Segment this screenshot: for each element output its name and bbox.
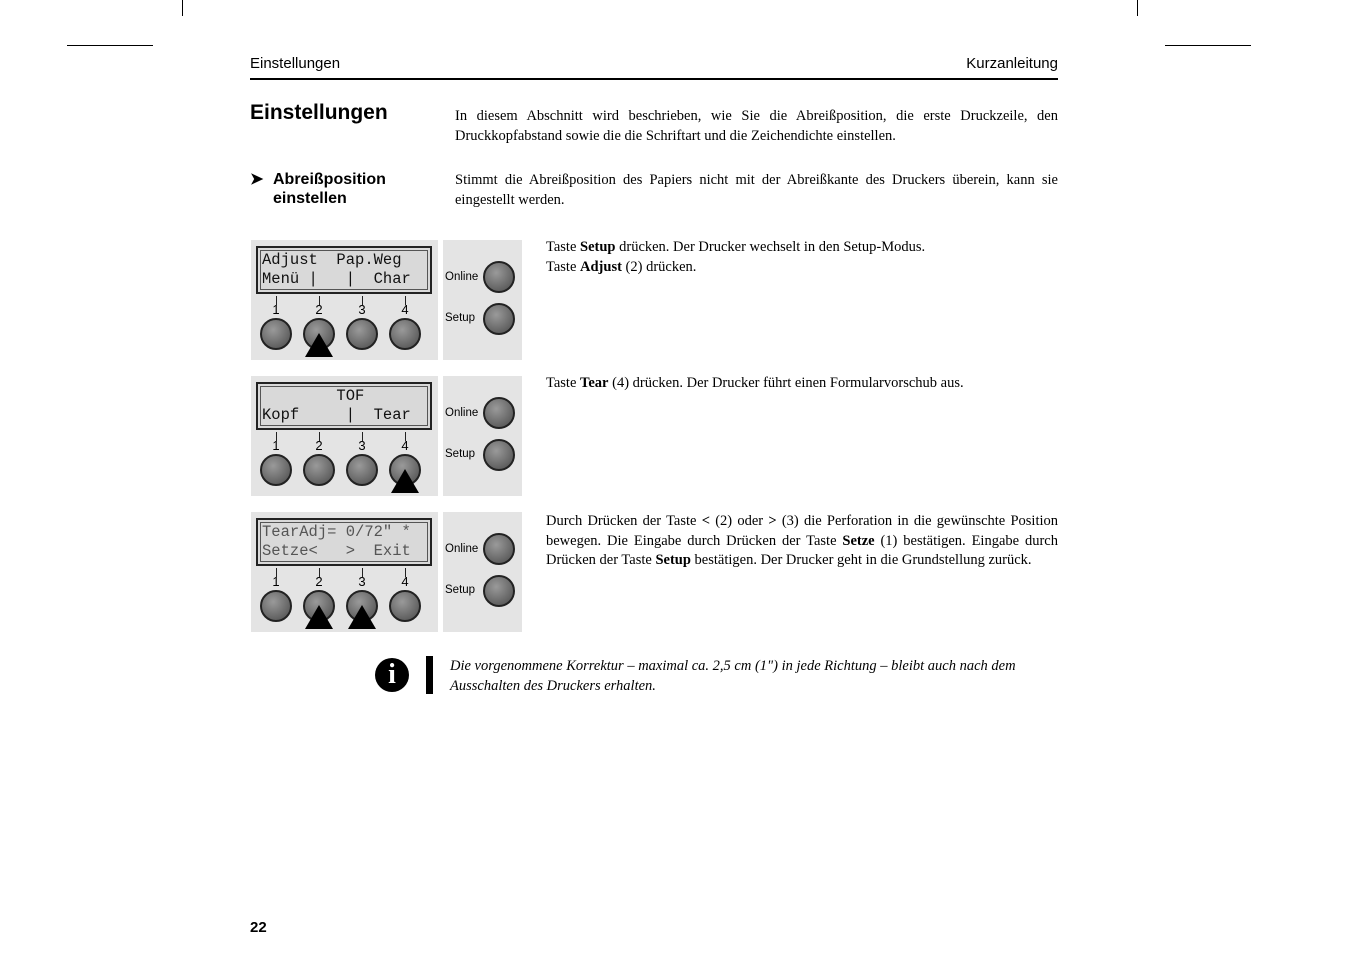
crop-mark-top-right-vertical [1137, 0, 1138, 16]
online-key [483, 533, 515, 565]
key-number-3: 3 [358, 438, 366, 453]
setup-label: Setup [445, 448, 476, 460]
lcd-line-1: TearAdj= 0/72" * [262, 523, 411, 541]
panel-key-2 [303, 454, 335, 486]
arrow-bullet-icon: ➤ [250, 171, 264, 188]
panel-key-4 [389, 590, 421, 622]
key-number-1: 1 [272, 438, 280, 453]
key-number-4: 4 [401, 574, 409, 589]
section-title: Einstellungen [250, 101, 388, 124]
key-number-2: 2 [315, 302, 323, 317]
key-number-1: 1 [272, 302, 280, 317]
lcd-display [256, 246, 432, 294]
setup-label: Setup [445, 584, 476, 596]
header-rule [250, 78, 1058, 80]
panel-key-1 [260, 590, 292, 622]
crop-mark-top-left-vertical [182, 0, 183, 16]
step-1-line-2: Taste Adjust (2) drücken. [546, 258, 697, 275]
panel-key-1 [260, 454, 292, 486]
setup-key [483, 575, 515, 607]
lcd-line-2: Menü | | Char [262, 270, 411, 288]
subsection-paragraph: Stimmt die Abreißposition des Papiers nicht mit der Abreißkante des Druckers überein, kann sie eingestellt werden. [455, 172, 1058, 208]
press-indicator-icon [305, 605, 333, 629]
crop-mark-top-right-horizontal [1165, 45, 1251, 46]
lcd-line-2: Kopf | Tear [262, 406, 411, 424]
setup-label: Setup [445, 312, 476, 324]
key-number-3: 3 [358, 574, 366, 589]
key-number-2: 2 [315, 438, 323, 453]
press-indicator-icon [391, 469, 419, 493]
info-icon: i [375, 658, 409, 692]
printer-panel-3 [251, 512, 522, 632]
key-number-4: 4 [401, 302, 409, 317]
running-header-left: Einstellungen [250, 55, 341, 72]
control-panel-side [443, 376, 522, 496]
online-label: Online [445, 543, 479, 555]
online-label: Online [445, 271, 479, 283]
intro-paragraph: In diesem Abschnitt wird beschrieben, wie Sie die Abreißposition, die erste Druckzeile, den Druckkopfabstand sowie die die Schriftart und die Zeichendichte einstellen. [455, 108, 1058, 144]
lcd-line-1: Adjust Pap.Weg [262, 251, 402, 269]
key-number-2: 2 [315, 574, 323, 589]
control-panel-keys [251, 240, 438, 360]
subsection-title-line1: Abreißposition [273, 171, 386, 188]
control-panel-side [443, 512, 522, 632]
control-panel-keys [251, 376, 438, 496]
press-indicator-icon [305, 333, 333, 357]
key-number-3: 3 [358, 302, 366, 317]
step-2-description [546, 374, 1058, 394]
step-1-line-1: Taste Setup drücken. Der Drucker wechselt in den Setup-Modus. [546, 239, 926, 255]
printer-panel-2 [251, 376, 522, 496]
lcd-display [256, 518, 432, 566]
step-3-description: Durch Drücken der Taste < (2) oder > (3) die Perforation in die gewünschte Position bewegen. Die Eingabe durch Drücken der Taste Setze (1) bestätigen. Eingabe durch Drücken der Taste Setup bestätigen. Der Drucker geht in die Grundstellung zurück. [546, 513, 1059, 568]
online-label: Online [445, 407, 479, 419]
panel-key-3 [346, 318, 378, 350]
step-2-line-1: Taste Tear (4) drücken. Der Drucker führt einen Formularvorschub aus. [546, 375, 964, 391]
crop-mark-top-left-horizontal [67, 45, 153, 46]
lcd-line-2: Setze< > Exit [262, 542, 411, 560]
lcd-display [256, 382, 432, 430]
panel-key-1 [260, 318, 292, 350]
setup-key [483, 303, 515, 335]
note-text: Die vorgenommene Korrektur – maximal ca. 2,5 cm (1") in jede Richtung – bleibt auch nach dem Ausschalten des Druckers erhalten. [450, 658, 1016, 694]
step-1-description [546, 238, 1058, 277]
running-header-right: Kurzanleitung [966, 55, 1058, 72]
online-key [483, 261, 515, 293]
key-number-4: 4 [401, 438, 409, 453]
control-panel-keys [251, 512, 438, 632]
online-key [483, 397, 515, 429]
panel-key-3 [346, 454, 378, 486]
setup-key [483, 439, 515, 471]
subsection-title-line2: einstellen [273, 190, 347, 207]
key-number-1: 1 [272, 574, 280, 589]
page-number: 22 [250, 919, 267, 936]
panel-key-4 [389, 318, 421, 350]
control-panel-side [443, 240, 522, 360]
printer-panel-1 [251, 240, 522, 360]
lcd-line-1: TOF [262, 387, 365, 405]
press-indicator-icon [348, 605, 376, 629]
note-bar [426, 656, 433, 694]
